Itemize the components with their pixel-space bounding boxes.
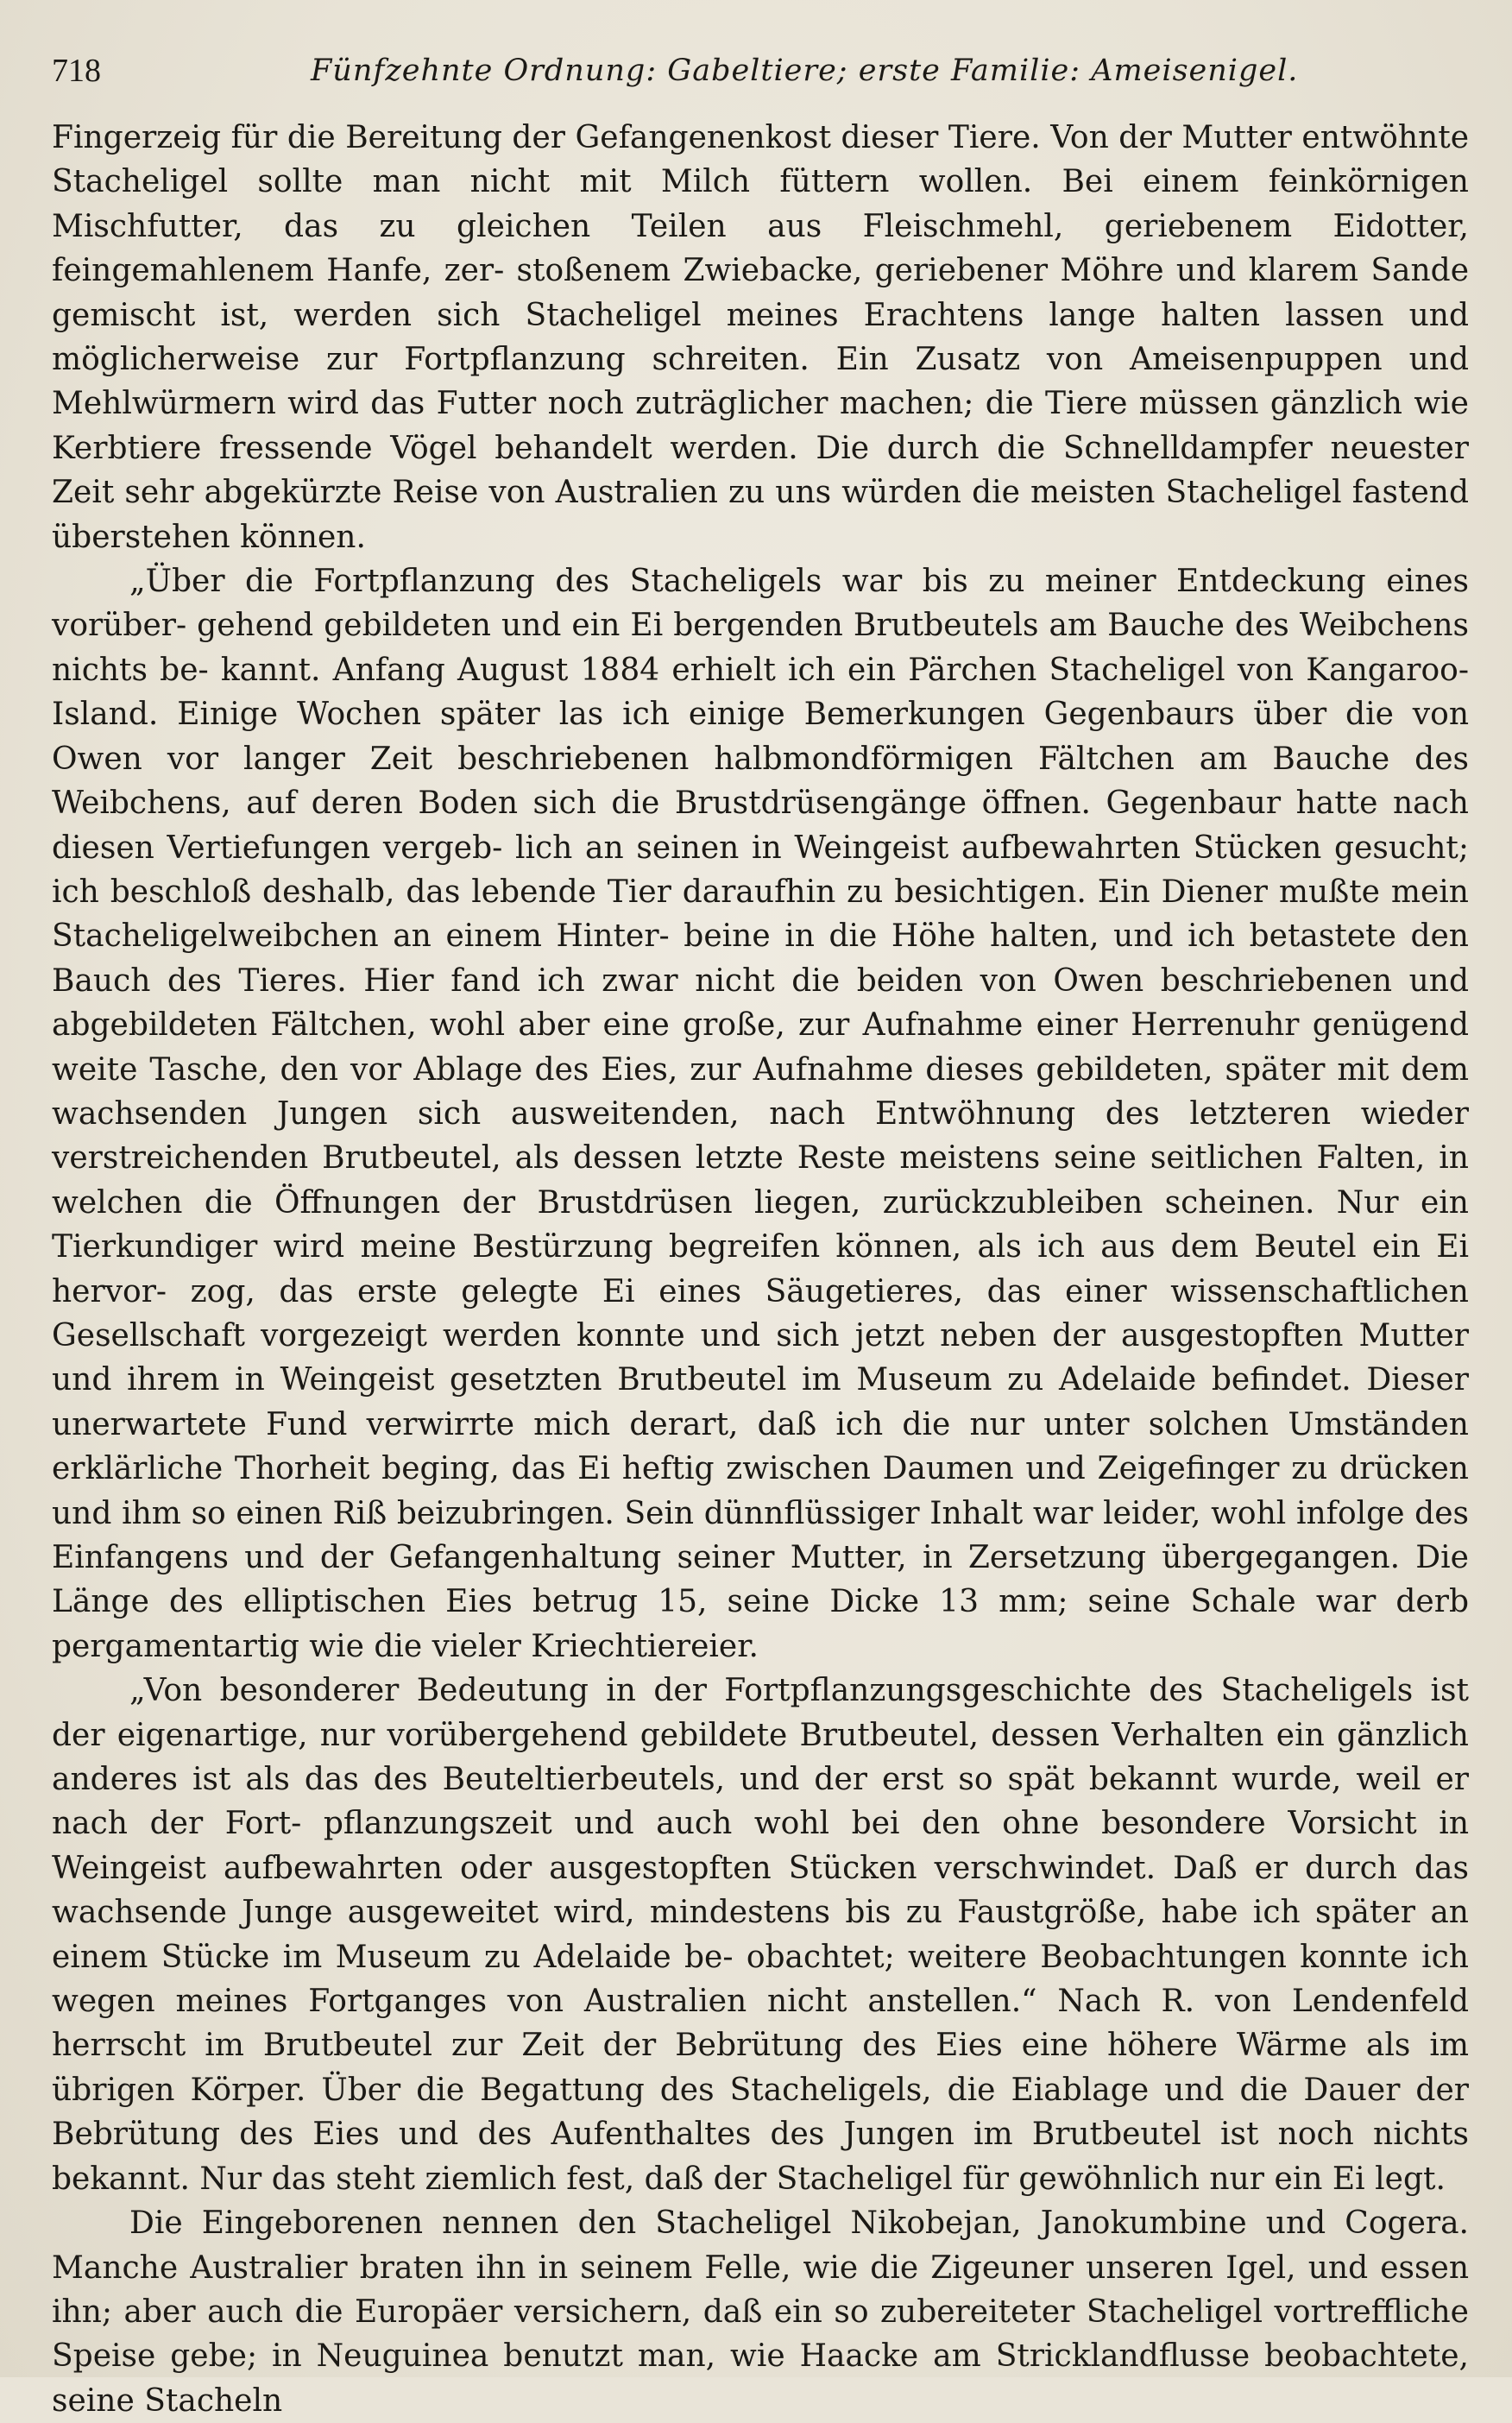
running-head bbox=[52, 45, 1469, 97]
running-head-title: Fünfzehnte Ordnung: Gabeltiere; erste Familie: Ameisenigel. bbox=[311, 54, 1299, 88]
body-text bbox=[52, 116, 1469, 2423]
paragraph-4: Die Eingeborenen nennen den Stacheligel Nikobejan, Janokumbine und Cogera. Manche Australier braten ihn in seinem Felle, wie die Zigeuner unseren Igel, und essen ihn; aber auch die Europäer versichern, daß ein so zubereiteter Stacheligel vortreffliche Speise gebe; in Neuguinea benutzt man, wie Haacke am Stricklandflusse beobachtete, seine Stacheln bbox=[52, 2205, 1469, 2419]
page-number: 718 bbox=[52, 53, 101, 89]
paragraph-3: „Von besonderer Bedeutung in der Fortpflanzungsgeschichte des Stacheligels ist der eigenartige, nur vorübergehend gebildete Brutbeutel, dessen Verhalten ein gänzlich anderes ist als das des Beuteltierbeutels, und der erst so spät bekannt wurde, weil er nach der Fort- pflanzungszeit und auch wohl bei den ohne besondere Vorsicht in Weingeist aufbewahrten oder ausgestopften Stücken verschwindet. Daß er durch das wachsende Junge ausgeweitet wird, mindestens bis zu Faustgröße, habe ich später an einem Stücke im Museum zu Adelaide be- obachtet; weitere Beobachtungen konnte ich wegen meines Fortganges von Australien nicht anstellen.“ Nach R. von Lendenfeld herrscht im Brutbeutel zur Zeit der Bebrütung des Eies eine höhere Wärme als im übrigen Körper. Über die Begattung des Stacheligels, die Eiablage und die Dauer der Bebrütung des Eies und des Aufenthaltes des Jungen im Brutbeutel ist noch nichts bekannt. Nur das steht ziemlich fest, daß der Stacheligel für gewöhnlich nur ein Ei legt. bbox=[52, 1673, 1469, 2197]
paragraph-2: „Über die Fortpflanzung des Stacheligels war bis zu meiner Entdeckung eines vorüber- gehend gebildeten und ein Ei bergenden Brutbeutels am Bauche des Weibchens nichts be- kannt. Anfang August 1884 erhielt ich ein Pärchen Stacheligel von Kangaroo-Island. Einige Wochen später las ich einige Bemerkungen Gegenbaurs über die von Owen vor langer Zeit beschriebenen halbmondförmigen Fältchen am Bauche des Weibchens, auf deren Boden sich die Brustdrüsengänge öffnen. Gegenbaur hatte nach diesen Vertiefungen vergeb- lich an seinen in Weingeist aufbewahrten Stücken gesucht; ich beschloß deshalb, das lebende Tier daraufhin zu besichtigen. Ein Diener mußte mein Stacheligelweibchen an einem Hinter- beine in die Höhe halten, und ich betastete den Bauch des Tieres. Hier fand ich zwar nicht die beiden von Owen beschriebenen und abgebildeten Fältchen, wohl aber eine große, zur Aufnahme einer Herrenuhr genügend weite Tasche, den vor Ablage des Eies, zur Aufnahme dieses gebildeten, später mit dem wachsenden Jungen sich ausweitenden, nach Entwöhnung des letzteren wieder verstreichenden Brutbeutel, als dessen letzte Reste meistens seine seitlichen Falten, in welchen die Öffnungen der Brustdrüsen liegen, zurückzubleiben scheinen. Nur ein Tierkundiger wird meine Bestürzung begreifen können, als ich aus dem Beutel ein Ei hervor- zog, das erste gelegte Ei eines Säugetieres, das einer wissenschaftlichen Gesellschaft vorgezeigt werden konnte und sich jetzt neben der ausgestopften Mutter und ihrem in Weingeist gesetzten Brutbeutel im Museum zu Adelaide befindet. Dieser unerwartete Fund verwirrte mich derart, daß ich die nur unter solchen Umständen erklärliche Thorheit beging, das Ei heftig zwischen Daumen und Zeigefinger zu drücken und ihm so einen Riß beizubringen. Sein dünnflüssiger Inhalt war leider, wohl infolge des Einfangens und der Gefangenhaltung seiner Mutter, in Zersetzung übergegangen. Die Länge des elliptischen Eies betrug 15, seine Dicke 13 mm; seine Schale war derb pergamentartig wie die vieler Kriechtiereier. bbox=[52, 564, 1469, 1664]
paragraph-1: Fingerzeig für die Bereitung der Gefangenenkost dieser Tiere. Von der Mutter entwöhnte Stacheligel sollte man nicht mit Milch füttern wollen. Bei einem feinkörnigen Mischfutter, das zu gleichen Teilen aus Fleischmehl, geriebenem Eidotter, feingemahlenem Hanfe, zer- stoßenem Zwiebacke, geriebener Möhre und klarem Sande gemischt ist, werden sich Stacheligel meines Erachtens lange halten lassen und möglicherweise zur Fortpflanzung schreiten. Ein Zusatz von Ameisenpuppen und Mehlwürmern wird das Futter noch zuträglicher machen; die Tiere müssen gänzlich wie Kerbtiere fressende Vögel behandelt werden. Die durch die Schnelldampfer neuester Zeit sehr abgekürzte Reise von Australien zu uns würden die meisten Stacheligel fastend überstehen können. bbox=[52, 120, 1469, 555]
